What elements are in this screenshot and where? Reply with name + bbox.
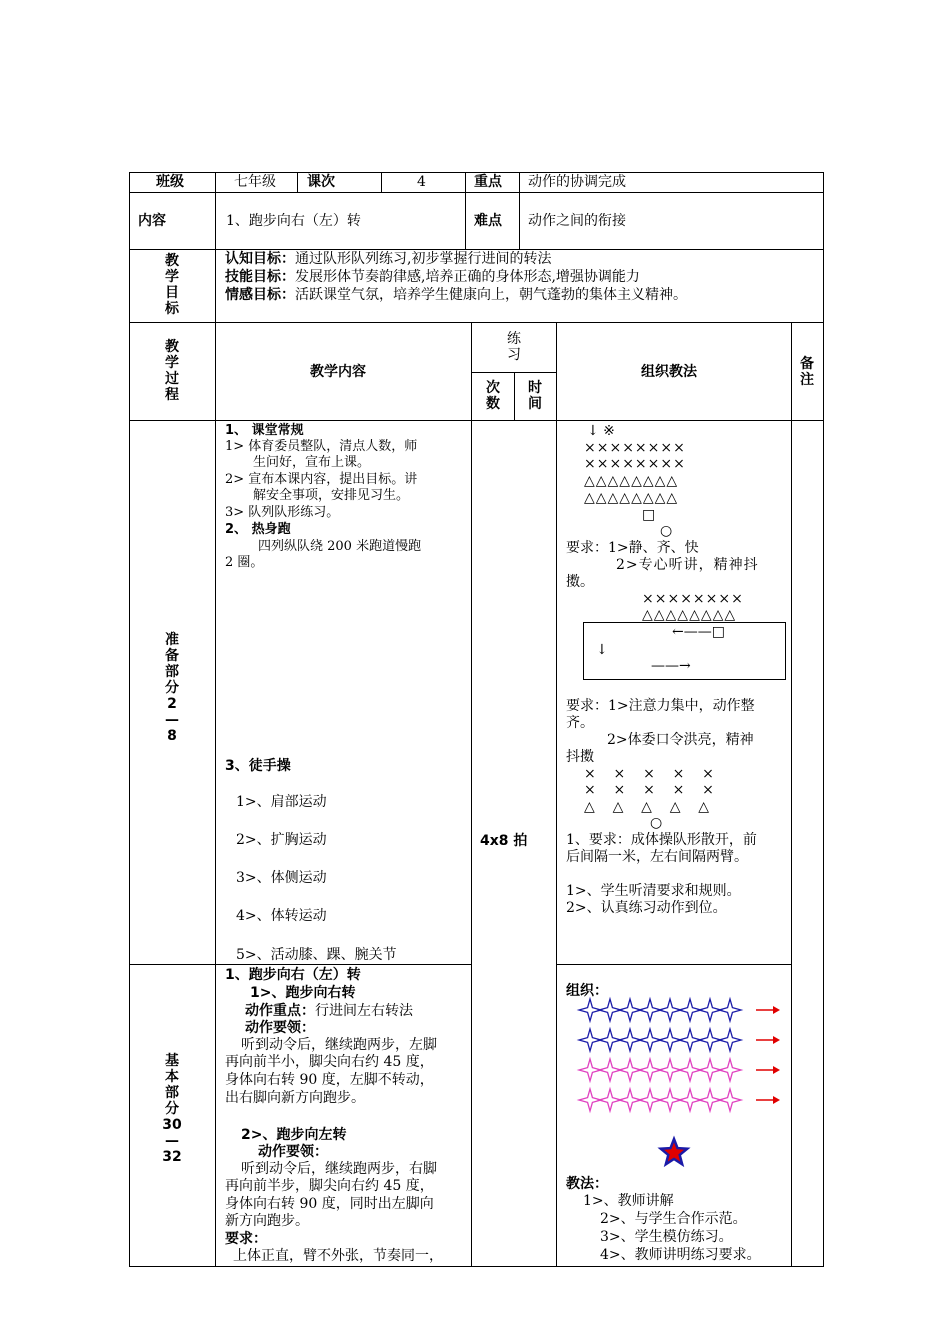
basic-label: 基 本 部 分 30 — 32 (162, 1053, 182, 1165)
track-arrow: ←——□ (672, 624, 725, 640)
key-point: 动作重点：行进间左右转法 (245, 1003, 413, 1019)
essentials-text: 再向前半小，脚尖向右约 45 度， (225, 1054, 434, 1070)
goal-emotion: 情感目标：活跃课堂气氛，培养学生健康向上，朝气蓬勃的集体主义精神。 (225, 287, 687, 303)
basic-title: 1、跑步向右（左）转 (225, 967, 361, 983)
prep-text: 2 圈。 (225, 555, 264, 570)
requirement-text: 2>专心听讲，精神抖 (616, 557, 759, 573)
essentials-text: 听到动令后，继续跑两步，左脚 (241, 1037, 437, 1053)
col-divider (215, 172, 216, 1267)
section-divider (129, 964, 471, 965)
method-item: 1>、教师讲解 (583, 1193, 674, 1209)
method-item: 2>、与学生合作示范。 (600, 1211, 747, 1227)
formation-row: ○ (660, 523, 673, 539)
goal-skill: 技能目标：发展形体节奏韵律感,培养正确的身体形态,增强协调能力 (225, 269, 640, 285)
formation-row: △△△△△△△△ (642, 607, 737, 623)
col-divider (465, 172, 466, 249)
exercise-item: 2>、扩胸运动 (236, 832, 327, 848)
formation-row: □ (642, 507, 656, 523)
requirement-text: 抖擞 (566, 749, 594, 765)
remarks-header: 备 注 (800, 356, 814, 388)
formation-row: ×××××××× (642, 591, 744, 607)
col-divider (471, 322, 472, 1267)
reps-value: 4x8 拍 (480, 833, 528, 849)
section-divider (556, 964, 791, 965)
teacher-marker: ○ (650, 815, 663, 831)
process-header: 教 学 过 程 (165, 339, 179, 403)
prep-text: 解安全事项，安排见习生。 (253, 488, 410, 503)
content-value: 1、跑步向右（左）转 (226, 213, 361, 229)
prep-text: 生问好，宣布上课。 (253, 455, 371, 470)
method-label: 教法： (566, 1176, 608, 1192)
requirement-text: 齐。 (566, 715, 594, 731)
requirement-text: 2>体委口令洪亮，精神 (607, 732, 754, 748)
key-label: 重点 (474, 174, 502, 190)
difficulty-label: 难点 (474, 213, 502, 229)
teacher-star-shape (661, 1139, 688, 1164)
organization-label: 组织： (566, 983, 608, 999)
teacher-star-icon (659, 1138, 689, 1168)
track-arrow: ——→ (651, 658, 691, 674)
exercise-item: 1>、肩部运动 (236, 794, 327, 810)
lesson-value: 4 (417, 174, 426, 190)
exercise-item: 4>、体转运动 (236, 908, 327, 924)
basic-sub2: 2>、跑步向左转 (241, 1127, 347, 1143)
requirement-text: 1>、学生听清要求和规则。 (566, 883, 741, 899)
student-formation-diagram (570, 995, 790, 1120)
requirement-text: 后间隔一米，左右间隔两臂。 (566, 849, 748, 865)
track-arrow: ↓ (596, 642, 608, 658)
duration-header: 时 间 (528, 380, 542, 412)
arrow-head (773, 1096, 780, 1104)
prep-text: 2> 宣布本课内容，提出目标。讲 (225, 472, 418, 487)
essentials-text: 身体向右转 90 度，同时出左脚向 (225, 1196, 434, 1212)
prep-label: 准 备 部 分 2 — 8 (165, 632, 179, 744)
content-header: 教学内容 (310, 364, 366, 380)
essentials-text: 再向前半步，脚尖向右约 45 度， (225, 1178, 434, 1194)
method-item: 4>、教师讲明练习要求。 (600, 1247, 761, 1263)
requirement-label: 要求： (225, 1231, 267, 1247)
requirement-text: 要求：1>静、齐、快 (566, 540, 699, 556)
prep-text: 1> 体育委员整队，清点人数，师 (225, 439, 418, 454)
prep-text: 3> 队列队形练习。 (225, 505, 340, 520)
formation-row: △△△△△△△△ (584, 490, 679, 506)
formation-row: × × × × × (584, 766, 714, 782)
requirement-text: 上体正直，臂不外张，节奏同一， (233, 1248, 443, 1264)
requirement-text: 1、要求：成体操队形散开，前 (566, 832, 757, 848)
col-divider (297, 172, 298, 192)
exercise-item: 3>、体侧运动 (236, 870, 327, 886)
goals-label: 教 学 目 标 (165, 253, 179, 317)
essentials-text: 新方向跑步。 (225, 1213, 309, 1229)
formation-row: ↓ ※ (587, 423, 615, 439)
difficulty-value: 动作之间的衔接 (528, 213, 626, 229)
formation-row: × × × × × (584, 782, 714, 798)
formation-row: △ △ △ △ △ (584, 799, 710, 815)
essentials-label: 动作要领： (245, 1020, 315, 1036)
times-header: 次 数 (486, 380, 500, 412)
prep-text: 四列纵队绕 200 米跑道慢跑 (258, 539, 422, 554)
formation-row: △△△△△△△△ (584, 473, 679, 489)
arrow-head (773, 1066, 780, 1074)
table-left-border (129, 172, 130, 1267)
basic-sub1: 1>、跑步向右转 (250, 985, 356, 1001)
col-divider (381, 172, 382, 192)
col-divider (556, 322, 557, 1267)
goal-cognitive: 认知目标：通过队形队列练习,初步掌握行进间的转法 (225, 251, 552, 267)
class-value: 七年级 (234, 174, 276, 190)
formation-row: ×××××××× (584, 456, 686, 472)
content-label: 内容 (138, 213, 166, 229)
method-item: 3>、学生模仿练习。 (600, 1229, 733, 1245)
arrow-head (773, 1036, 780, 1044)
row-divider (129, 192, 824, 193)
prep-s2-title: 2、 热身跑 (225, 522, 291, 537)
table-right-border (823, 172, 824, 1267)
lesson-label: 课次 (307, 174, 335, 190)
requirement-text: 要求：1>注意力集中，动作整 (566, 698, 755, 714)
essentials-label: 动作要领： (258, 1144, 328, 1160)
exercise-item: 5>、活动膝、踝、腕关节 (236, 947, 397, 963)
col-divider (791, 322, 792, 1267)
essentials-text: 身体向右转 90 度，左脚不转动， (225, 1072, 434, 1088)
row-divider (129, 322, 824, 323)
prep-s3-title: 3、徒手操 (225, 758, 291, 774)
essentials-text: 出右脚向新方向跑步。 (225, 1090, 365, 1106)
key-value: 动作的协调完成 (528, 174, 626, 190)
table-bottom-border (129, 1266, 824, 1267)
col-divider (514, 372, 515, 420)
essentials-text: 听到动令后，继续跑两步，右脚 (241, 1161, 437, 1177)
practice-header: 练 习 (507, 331, 521, 363)
col-divider (519, 172, 520, 249)
class-label: 班级 (156, 174, 184, 190)
requirement-text: 2>、认真练习动作到位。 (566, 900, 727, 916)
requirement-text: 擞。 (566, 574, 594, 590)
method-header: 组织教法 (641, 364, 697, 380)
row-divider (129, 420, 824, 421)
formation-row: ×××××××× (584, 440, 686, 456)
arrow-head (773, 1006, 780, 1014)
prep-s1-title: 1、 课堂常规 (225, 423, 304, 438)
